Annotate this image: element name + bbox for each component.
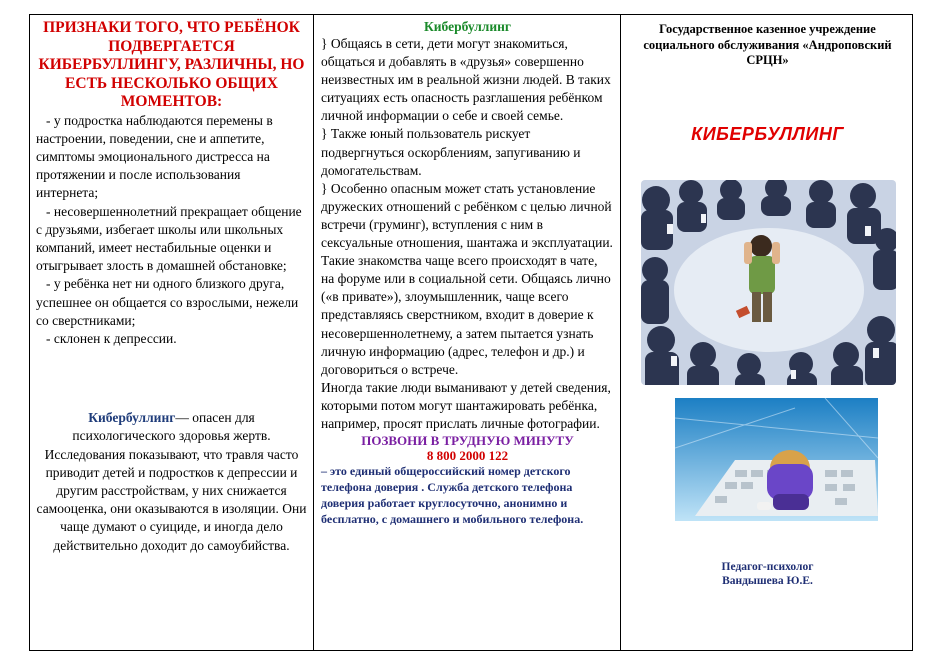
sign-item: - несовершеннолетний прекращает общение с друзьями, избегает школы или школьных компаний, имеет нестабильные оценки и отыгрывает злость в домашней обстановке; — [36, 203, 302, 274]
sign-item-cont: интернета; — [36, 185, 99, 201]
info-paragraph: } Особенно опасным может стать установление дружеских отношений с ребёнком с целью личной встречи (груминг), вступления с ним в сексуальные отношения, шантажа и эксплуатации. Такие знакомства чаще всего происходят в чате, на форуме или в социальной сети. Общаясь лично («в привате»), злоумышленник, чаще всего представляясь сверстником, входит в доверие к несовершеннолетнему, а затем пытается узнать личную информацию (адрес, телефон и др.) и договориться о встрече. — [321, 180, 613, 377]
crying-child-laptop-image — [675, 398, 878, 521]
cyber-danger-paragraph — [36, 409, 307, 555]
sign-item: - у подростка наблюдаются перемены в настроении, поведении, сне и аппетите, симптомы эмоционального дистресса на протяжении и после использования — [36, 112, 273, 183]
sign-item: - склонен к депрессии. — [46, 330, 177, 346]
cyber-text: — опасен для психологического здоровья жертв. Исследования показывают, что травля часто приводит детей и подростков к депрессии и другим расстройствам, у них снижается самооценка, они оказываются в изоляции. Они чаще думают о суициде, и иногда дело действительно доходит до самоубийства. — [36, 410, 307, 553]
organization-name: Государственное казенное учреждение социального обслуживания «Андроповский СРЦН» — [643, 22, 892, 67]
info-paragraph: } Общаясь в сети, дети могут знакомиться, общаться и добавлять в «друзья» совершенно неизвестных им в реальной жизни людей. В таких ситуациях есть опасность разглашения ребёнком личной информации о себе и своей семье. — [321, 36, 611, 124]
cover-title: КИБЕРБУЛЛИНГ — [691, 123, 844, 144]
signs-list — [36, 112, 307, 349]
info-paragraph: Иногда такие люди выманивают у детей сведения, которыми потом могут шантажировать ребёнка, например, просят прислать личные фотографии. — [321, 379, 611, 431]
column-cover — [621, 15, 914, 650]
author-role: Педагог-психолог — [721, 561, 814, 573]
crowd-illustration — [641, 180, 896, 385]
brochure-page — [29, 14, 913, 651]
author-name: Вандышева Ю.Е. — [722, 575, 813, 587]
info-paragraph: } Также юный пользователь рискует подвергнуться оскорблениям, запугиванию и домогательствам. — [321, 126, 581, 178]
cyber-term: Кибербуллинг — [88, 410, 176, 426]
hotline-description: – это единый общероссийский номер детского телефона доверия . Служба детского телефона доверия работает круглосуточно, анонимно и бесплатно, с домашнего и мобильного телефона. — [321, 464, 584, 527]
author-block — [621, 560, 914, 588]
hotline-title: ПОЗВОНИ В ТРУДНУЮ МИНУТУ — [361, 433, 574, 449]
column-info — [314, 15, 620, 650]
signs-heading: ПРИЗНАКИ ТОГО, ЧТО РЕБЁНОК ПОДВЕРГАЕТСЯ КИБЕРБУЛЛИНГУ, РАЗЛИЧНЫ, НО ЕСТЬ НЕСКОЛЬКО ОБЩИХ МОМЕНТОВ: — [38, 19, 305, 110]
hotline-phone: 8 800 2000 122 — [426, 448, 509, 464]
column-signs — [30, 15, 313, 650]
info-text — [321, 35, 614, 433]
info-heading: Кибербуллинг — [423, 19, 512, 34]
sign-item: - у ребёнка нет ни одного близкого друга, успешнее он общается со взрослыми, нежели со сверстниками; — [36, 276, 299, 328]
